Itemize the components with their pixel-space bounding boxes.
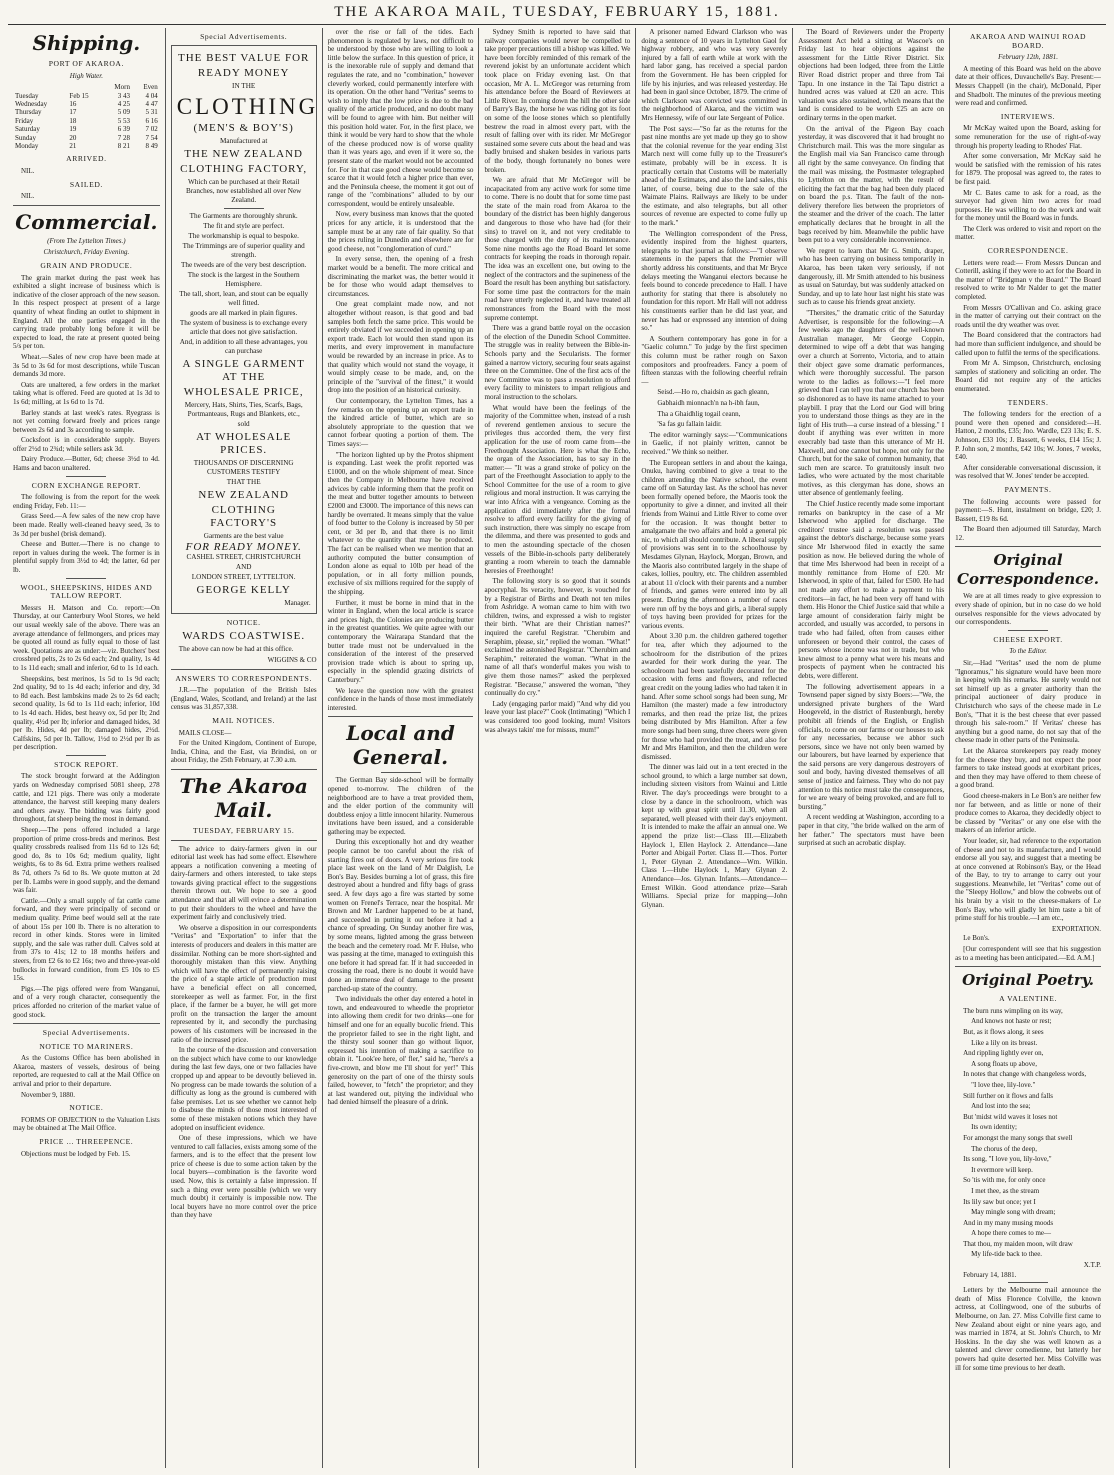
paragraph: Letters by the Melbourne mail announce the death of Miss Florence Colville, the known actress, at Collingwood, one of the suburbs of Melbourne, on Jan. 27. Miss Colville first came to New Zealand about eight or nine years ago, and was married in 1874, at St. John's Church, to Mr Hoskins. In the day she was well known as a talented and clever comedienne, but latterly her powers had quite deserted her. Miss Colville was ill for some time previous to her death.: [955, 1286, 1101, 1372]
ad-line: The Garments are thoroughly shrunk.: [189, 211, 298, 220]
paragraph: Cocksfoot is in considerable supply. Buyers offer 2½d to 2¾d; while sellers ask 3d.: [13, 436, 160, 453]
clothing-advertisement: [171, 45, 317, 614]
ad-line: CLOTHING FACTORY'S: [210, 503, 278, 529]
ad-line: The tall, short, lean, and stout can be equally well fitted.: [179, 289, 309, 307]
poem-line: And rippling lightly ever on,: [963, 1049, 1044, 1058]
poem-line: That thou, my maiden moon, wilt draw: [963, 1239, 1073, 1248]
paragraph: Now, every business man knows that the quoted prices for any article, it is understood that the sample must be at any rate of fair quality. So that the prices ruling in Dunedin and elsewhere are for good cheese, not "conglomeration of curd.": [327, 210, 474, 253]
tenders-heading: TENDERS.: [1007, 397, 1049, 407]
ad-line: The system of business is to exchange every article that does not give satisfaction.: [179, 318, 308, 336]
gaelic-line: 'Sa fas gu fallain laidir.: [657, 420, 722, 429]
special-ads-heading: Special Advertisements.: [42, 1028, 130, 1038]
poem-line: Still further on it flows and falls: [963, 1091, 1053, 1100]
paragraph: Mr McKay waited upon the Board, asking for some remuneration for the use of right-of-way through his property leading to Rhodes' Flat.: [955, 124, 1101, 150]
paragraph: The European settlers in and about the kainga, Onuku, having combined to give a treat to the children attending the Native school, the event came off on Saturday last. As the school has never been formally opened before, the Maoris took the opportunity to give a dinner, and invited all their friends from Wainui and Little River to come over for the occasion. It was thought better to amalgamate the two affairs and hold a general pic nic, to which all should contribute. A liberal supply of provisions was sent in to the schoolhouse by Mesdames Glynan, Haylock, Morgan, Brown, and the Maoris also contributed largely in the shape of cakes, lollies, poultry, etc. The children assembled at about 11 o'clock with their parents and a number of friends, and games were entered into by all present. During the afternoon a number of races were run off by the boys and girls, a liberal supply of toys having been provided for prizes for the various events.: [641, 458, 788, 630]
poem-signature: X.T.P.: [1083, 1261, 1101, 1270]
divider: [328, 716, 474, 717]
paragraph: "Thersites," the dramatic critic of the Saturday Advertiser, is responsible for the following:—A few weeks ago the daughters of the well-known Australian manager, Mr George Coppin, determined to wipe off a debt that was hanging over a church at Sorrento, Victoria, and to attain their object gave some dramatic performances, which were thoroughly successful. The parson wrote to the ladies as follows:—"I feel more grieved than I can tell you that our church has been so dishonored as to have its name attached to your playbill. I pray that the Lord our God will bring you to understand those things as they are in the light of His truth—a curse instead of a blessing." I doubt if anything was ever written in more execrably bad taste than this utterance of Mr H. Maxwell, and one cannot but hope, not only for the Church, but for the sake of common humanity, that such men are scarce. To gratuitously insult two ladies, who were actuated by the most charitable motives, as this clergyman has done, shows an utter absence of gentlemanly feeling.: [798, 309, 945, 498]
arrived-heading: ARRIVED.: [66, 154, 107, 164]
paragraph: Sheepskins, best merinos, 1s 5d to 1s 9d each; 2nd quality, 9d to 1s 4d each; inferior and dry, 3d to 8d each. Best lambskins made 2s to 2s 6d each; second quality, 1s 6d to 1s 11d each; inferior, 10d to 1s 4d each. Hides, best heavy ox, 5d per lb; 2nd quality, 4½d per lb; inferior and damaged hides, 3d per lb. Hides, 4d per lb; damaged hides, 2½d. Calfskins, 5d per lb. Tallow, 1½d to 2½d per lb as per description.: [13, 674, 160, 752]
tide-row: Wednesday 16 4 25 4 47: [15, 100, 158, 108]
poem-line: The chorus of the deep,: [971, 1144, 1038, 1153]
port-heading: PORT OF AKAROA.: [48, 59, 125, 68]
ad-line: The Trimmings are of superior quality and strength.: [182, 241, 305, 259]
gaelic-line: Gabhaidh mionnach'n na h-ibh faun,: [657, 398, 760, 407]
wards-coastwise: WARDS COASTWISE.: [182, 630, 306, 643]
poem-line: And lost into the sea;: [971, 1102, 1031, 1111]
wiggins-signature: WIGGINS & CO: [267, 655, 317, 664]
poem-line: My life-tide back to thee.: [971, 1250, 1043, 1259]
sailed-heading: SAILED.: [69, 179, 103, 189]
paragraph: One great complaint made now, and not altogether without reason, is that good and bad samples both fetch the same price. This would be entirely obviated if we succeeded in opening up an export trade. Each lot would then stand upon its merits, and every improvement in manufacture would be rewarded by an increase in price. As to that quality which would not stand the voyage, it would simply cease to be made, and, on the principle of the "survival of the fittest," it would drop into the position of an historical curiosity.: [327, 300, 474, 395]
paragraph: As the Customs Office has been abolished in Akaroa, masters of vessels, desirous of being reported, are requested to call at the Mail Office on arrival and prior to their departure.: [13, 1054, 160, 1089]
tide-row: Monday 21 8 21 8 49: [15, 142, 158, 151]
paragraph: The following is from the report for the week ending Friday, Feb. 11:—: [13, 493, 160, 510]
masthead-rule: [8, 24, 1106, 25]
paragraph: A prisoner named Edward Clarkson who was doing a sentence of 10 years in Lyttelton Gaol for highway robbery, and who was very severely injured by a fall of earth while at work with the hard labor gang, has received a special pardon from the Government. He has been crippled for life by his injuries, and was released yesterday. He had been in gaol since October, 1879. The crime of which Clarkson was convicted was committed in the neighborhood of Akaroa, and the victim was Mrs Hennessy, wife of our late Sergeant of Police.: [641, 28, 788, 122]
column-4: [478, 28, 635, 1468]
gaelic-line: Seisd.—Ho ro, chaidsin as gach gleann,: [657, 388, 769, 397]
high-water-label: High Water.: [69, 71, 103, 80]
ad-line: IN THE: [232, 81, 256, 90]
paragraph: Two individuals the other day entered a hotel in town, and endeavoured to wheedle the proprietor into allowing them credit for two drinks—one for himself and one for an equally bucolic friend. This the proprietor failed to see in the right light, and the thirsty soul sooner than go without liquor, expressed his intention of making a sacrifice to obtain it. "Look'ee here, ol' fler," said he, "here's a five-crown, and blow me I'll shout for yer!" This generosity on the part of one of the thirsty souls failed, however, to "fetch" the proprietor; and they at last wandered out, pitying the individual who had denied himself the pleasure of a drink.: [327, 995, 474, 1107]
paragraph: The following tenders for the erection of a pound were then opened and considered:—H. Hatton, 2 months, £35; Jno. Wardle, £23 13s; E. S. Johnson, £33 10s; J. Bassett, 6 weeks, £14 15s; J. P. John son, 2 months, £42 10s; W. Jones, 7 weeks, £40.: [955, 410, 1101, 462]
paragraph: Further, it must be borne in mind that in the winter in England, when the local article is scarce and prices high, the Colonies are producing butter in the greatest quantities. We quite agree with our contemporary the Wairarapa Standard that the butter trade must not be undervalued in the consideration of the interest of the preserved provision trade which is about to spring up, especially in the splendid grazing districts of Canterbury.": [327, 598, 474, 684]
divider: [13, 205, 160, 206]
paragraph: Dairy Produce.—Butter, 6d; cheese 3½d to 4d. Hams and bacon unaltered.: [13, 455, 160, 473]
poem-line: Like a lily on its breast.: [971, 1038, 1038, 1047]
mail-close: MAILS CLOSE—: [178, 728, 232, 737]
divider: [171, 769, 317, 770]
arrived-value: NIL.: [21, 167, 35, 176]
ad-line: (MEN'S & BOY'S): [193, 121, 294, 134]
poem-line: "I love thee, lily-love.": [971, 1080, 1036, 1089]
tide-row: Saturday 19 6 39 7 02: [15, 125, 158, 134]
paragraph: Sheep.—The pens offered included a large proportion of prime cross-breds and merinos. Best quality crossbreds realised from 11s 6d to 12s 6d; good do, 8s to 10s 6d; medium quality, light weights, 6s to 8s 6d. Extra prime wethers realised 8s 7d, others 7s 6d to 8s. We quote mutton at 2d per lb. Lambs were in good supply, and the demand was fair.: [13, 826, 160, 895]
paragraph: We are at all times ready to give expression to every shade of opinion, but in no case do we hold ourselves responsible for the views advocated by our correspondents.: [955, 592, 1101, 627]
poem-line: In notes that change with changeless words,: [963, 1070, 1087, 1079]
corn-heading: CORN EXCHANGE REPORT.: [31, 480, 141, 490]
ad-line: THOUSANDS OF DISCERNING CUSTOMERS TESTIFY: [193, 458, 294, 476]
tide-row: Thursday 17 5 09 5 31: [15, 108, 158, 117]
poem-line: I met thee, as the stream: [971, 1186, 1040, 1195]
columns: [8, 28, 1106, 1468]
paragraph: Mr C. Bates came to ask for a road, as the surveyor had given him two acres for road purposes. He was willing to do the work and wait for the money until the Board was in funds.: [955, 188, 1101, 223]
paragraph: During this exceptionally hot and dry weather people cannot be too careful about the risk of starting fires out of doors. A very serious fire took place last week on the land of Mr Dalglish, Le Bon's Bay. Besides burning a lot of grass, this fire destroyed about a hundred and fifty bags of grass seed. A few days ago a fire was started by some women on Frenel's Terrace, near the hospital. Mr Brown and Mr Lardner happened to be at hand, and succeeded in putting it out before it had a chance of spreading. On Sunday another fire was, by some means, lighted among the grass between the beach and the cemetery road. Mr F. Hulse, who was passing at the time, managed to extinguish this one before it had spread far. If it had succeeded in crossing the road, there is no doubt it would have done an immense deal of damage to the present parched-up state of the country.: [327, 838, 474, 993]
paragraph: Cattle.—Only a small supply of fat cattle came forward, and they were principally of second or medium quality. Prime beef would sell at the rate of about 15s per 100 lb. There is no alteration to record in other kinds. Stores were in limited supply, and the sale was rather dull. Calves sold at from 37s to 41s; 12 to 18 months heifers and steers, from £2 6s to £2 16s; two and three-year-old bullocks in forward condition, from £5 10s to £5 15s.: [13, 896, 160, 983]
ad-line: The tweeds are of the very best description.: [181, 260, 307, 269]
to-the-editor: To the Editor.: [1009, 647, 1047, 656]
mariners-heading: NOTICE TO MARINERS.: [39, 1041, 134, 1051]
paragraph: Objections must be lodged by Feb. 15.: [21, 1149, 131, 1158]
paragraph: A meeting of this Board was held on the above date at their offices, Duvauchelle's Bay. Present:—Messrs Chappell (in the chair), McDonald, Piper and Shadbolt. The minutes of the previous meeting were read and confirmed.: [955, 64, 1101, 108]
paragraph: What would have been the feelings of the majority of the Committee when, instead of a rush of reverend gentlemen anxious to secure the privileges thus accorded them, the very first application for the use of room came from—the Freethought Association. Here is what the Echo, the organ of the Association, has to say in the matter:— "It was a grand stroke of policy on the part of the Freethought Association to apply to the School Committee for the use of a room to give religious and moral instruction. It was carrying the war into Africa with a vengeance. Coming as the application did immediately after the formal resolve to afford every facility for the giving of such instruction, there was simply no escape from the dilemma, and there was presented to gods and to men the astounding spectacle of the chosen vessels of the Bible-in-schools party deliberately granting a room wherein to teach the damnable heresies of Freethought!: [484, 403, 631, 575]
divider: [66, 755, 106, 756]
paragraph: The Clerk was ordered to visit and report on the matter.: [955, 224, 1101, 242]
paragraph: The Post says:—"So far as the returns for the past nine months are yet made up they go to show that the colonial revenue for the year ending 31st March next will come fully up to the Treasurer's estimate, probably will be in excess. It is practically certain that Customs will be materially ahead of the Estimates, and also the land sales, this latter, of course, being due to the sale of the Waimate Plains. Railways are likely to be under the estimate, and also telegraphs, but all other sources of revenue are expected to come fully up to the mark.": [641, 124, 788, 228]
column-3: [322, 28, 479, 1468]
commercial-title: Commercial.: [15, 209, 158, 234]
gaelic-line: Tha a Ghaidhlig togail ceann,: [657, 409, 741, 418]
shipping-title: Shipping.: [32, 31, 141, 55]
letter-place: Le Bon's.: [963, 934, 990, 943]
column-1: [8, 28, 165, 1468]
ad-line: THAT THE: [226, 477, 261, 486]
ad-line: THE NEW ZEALAND: [184, 147, 303, 160]
tide-head-even: Even: [143, 83, 158, 92]
ad-line: AND: [235, 563, 252, 572]
masthead: THE AKAROA MAIL, TUESDAY, FEBRUARY 15, 1881.: [334, 4, 780, 20]
poem-line: May mingle song with dream;: [971, 1208, 1056, 1217]
notice-heading: NOTICE.: [226, 617, 261, 627]
ad-line: READY MONEY: [197, 66, 290, 79]
ad-line: And, in addition to all these advantages, you can purchase: [179, 337, 308, 355]
road-board-heading: AKAROA AND WAINUI ROAD BOARD.: [969, 32, 1087, 50]
ad-line: GEORGE KELLY: [196, 584, 291, 597]
grain-heading: GRAIN AND PRODUCE.: [40, 261, 133, 270]
paragraph: Our contemporary, the Lyttelton Times, has a few remarks on the opening up an export trade in the kindred article of butter, which are so absolutely appropriate to the question that we cannot forbear quoting a portion of them. The Times says:—: [327, 396, 474, 448]
paragraph: After some conversation, Mr McKay said he would be satisfied with the remission of his rates for 1879. The proposal was agreed to, the rates to be first paid.: [955, 152, 1101, 186]
paragraph: J.R.—The population of the British Isles (England, Wales, Scotland, and Ireland) at the last census was 31,857,338.: [170, 686, 317, 712]
ad-line: CASHEL STREET, CHRISTCHURCH: [186, 553, 301, 562]
paragraph: The Board considered that the contractors had had more than sufficient indulgence, and should be called upon to fulfil the terms of the specifications.: [955, 331, 1101, 357]
ad-line: Manufactured at: [220, 136, 268, 145]
paper-date: TUESDAY, FEBRUARY 15.: [192, 825, 295, 835]
ad-line: AT WHOLESALE PRICES.: [196, 430, 292, 456]
commercial-source: (From The Lyttelton Times.): [47, 236, 126, 245]
poem-line: A song floats up above,: [971, 1059, 1038, 1068]
paragraph: Barley stands at last week's rates. Ryegrass is not yet coming forward freely and prices range between 2s 6d and 3s according to sample.: [13, 408, 160, 434]
paragraph: There was a grand battle royal on the occasion of the election of the Dunedin School Committee. The struggle was in reality between the Bible-in-Schools party and the Secularists. The former gained a narrow victory, securing four seats against three on the Committee. One of the first acts of the new Committee was to pass a resolution to afford every facility to ministers to impart religious and moral instruction to the scholars.: [484, 324, 631, 401]
paragraph: [Our correspondent will see that his suggestion as to a meeting has been anticipated.—Ed. A.M.]: [955, 945, 1101, 962]
paragraph: Sir,—Had "Veritas" used the nom de plume "Ignoramus," his signature would have been more in keeping with his remarks. He surely would not set himself up as a greater authority than the principal auctioneer of dairy produce in Christchurch who says of the cheese made in Le Bon's, "That it is the best cheese that ever passed through his sale-room." If Veritas' cheese has anything but a good name, do not say that of the cheese made in other parts of the Peninsula.: [955, 659, 1101, 745]
poem-line: Its own identity;: [971, 1123, 1017, 1132]
poem-line: For amongst the many songs that swell: [963, 1133, 1073, 1142]
letter-signature: EXPORTATION.: [1051, 924, 1101, 933]
ad-line: sold: [237, 419, 250, 428]
column-6: [792, 28, 949, 1468]
paragraph: Good cheese-makers in Le Bon's are neither few nor far between, and as little or none of their produce comes to Akaroa, they decidedly object to be classed by "Veritas" or any one else with the makers of an inferior article.: [955, 791, 1101, 835]
paragraph: The following story is so good that it sounds apocryphal. Its veracity, however, is vouched for by a Registrar of Births and Death not ten miles from Ashridge. A woman came to him with two children, twins, and expressed a wish to register their birth. "What are their Christian names?" inquired the careful Registrar. "Cherubim and Seraphim, please, sir," replied the woman. "What!" exclaimed the astonished Registrar. "Cherubim and Seraphim," reiterated the woman. "What in the name of all that's wonderful makes you wish to give them those names?" asked the perplexed Registrar. "Because," answered the woman, "they continually do cry.": [484, 577, 631, 698]
correspondence-heading: CORRESPONDENCE.: [987, 246, 1069, 256]
paragraph: Pigs.—The pigs offered were from Wanganui, and of a very rough character, consequently the prices afforded no criterion of the market value of good stock.: [13, 984, 160, 1019]
column-2: [165, 28, 322, 1468]
paragraph: From Mr A. Simpson, Christchurch, enclosing samples of stationery and soliciting an order. The Board did not require any of the articles enumerated.: [955, 359, 1101, 393]
paragraph: For the United Kingdom, Continent of Europe, India, China, and the East, via Brindisi, on or about Friday, the 25th February, at 7.30 a.m.: [170, 739, 317, 765]
ad-line: THE BEST VALUE FOR: [177, 51, 310, 64]
ad-line: Which can be purchased at their Retail Branches, now established all over New Zealand.: [185, 177, 302, 204]
paragraph: The stock brought forward at the Addington yards on Wednesday comprised 5081 sheep, 278 cattle, and 121 pigs. There was only a moderate attendance, the harvest still keeping many dealers and others away. The bidding was fairly good throughout, fat sheep being the most in demand.: [13, 772, 160, 824]
divider: [224, 208, 264, 209]
paragraph: Your leader, sir, had reference to the exportation of cheese and not to its manufacture, and I would endorse all you say, and suggest that a meeting be at once convened at Robinson's Bay, or the Head of the Bay, to try to arrange to carry out your suggestions. Meanwhile, let "Veritas" come out of the "Sleepy Hollow," and blow the cobwebs out of his brain by a visit to the cheese-makers of Le Bon's Bay, who will gladly let him taste a bit of prime stuff for his trouble.—I am etc.,: [955, 836, 1101, 923]
column-5: [635, 28, 792, 1468]
poem-line: A hope there comes to me—: [971, 1229, 1052, 1238]
price-heading: PRICE ... THREEPENCE.: [39, 1137, 134, 1147]
tide-row: Sunday 20 7 28 7 54: [15, 133, 158, 142]
original-poetry-title: Original Poetry.: [962, 971, 1094, 990]
paragraph: We observe a disposition in our correspondents "Veritas" and "Exportation" to infer that the interests of producers and dealers in this matter are dissimilar. Nothing can be more short-sighted and thoroughly mistaken than this view. Anything which will have the effect of permanently raising the price of a staple article of production must have a beneficial effect on all concerned, storekeeper as well as farmer. For, in the first place, if the farmer be a buyer, he will get more profit on the transaction the larger the amount represented by it, and secondly the purchasing powers of his customers will be increased in the ratio of the increased price.: [170, 923, 317, 1044]
poem-date: February 14, 1881.: [963, 1270, 1017, 1279]
special-ads-heading: Special Advertisements.: [200, 32, 288, 41]
ad-line: The fit and style are perfect.: [203, 221, 285, 230]
mariners-date: November 9, 1880.: [21, 1090, 76, 1099]
tide-row: Tuesday Feb 15 3 43 4 04: [15, 91, 158, 100]
ad-line: CLOTHING FACTORY,: [180, 162, 308, 175]
paragraph: Cheese and Butter.—There is no change to report in values during the week. The former is in plentiful supply from 3½d to 4d; the latter, 6d per lb.: [13, 540, 160, 574]
ad-line: goods are all marked in plain figures.: [190, 308, 298, 317]
paragraph: "The horizon lighted up by the Protos shipment is expanding. Last week the profit reported was £1000, and on the whole shipment of meat. Since then the Company in Melbourne have received advices by cable informing them that the profit on the meat and butter together amounts to between £2000 and £3000. The importance of this news can hardly be overrated. It means simply that the value of food butter to the Colony is increased by 50 per cent, or 3d per lb, and that there is no limit whatever to the quantity that may be produced. The fact can be realised when we mention that an authority computed the butter consumption of London alone as equal to 10lb per head of the population, or in all forty million pounds, exclusive of six millions required for the supply of the shipping.: [327, 450, 474, 596]
paragraph: From Messrs O'Callivan and Co. asking grace in the matter of carrying out their contract on the roads until the dry weather was over.: [955, 303, 1101, 329]
poem-line: Its song, "I love you, lily-love,": [963, 1155, 1052, 1164]
paragraph: We regret to learn that Mr G. Smith, draper, who has been carrying on business temporarily in Akaroa, has been taken very seriously, if not dangerously, ill. Mr Smith attended to his business as usual on Saturday, but was suddenly attacked on Sunday, and up to late hour last night his state was such as to cause his friends great anxiety.: [798, 246, 945, 307]
paragraph: One of these impressions, which we have ventured to call fallacies, exists among some of the farmers, and is to the effect that the present low price of cheese is due to some action taken by the local buyers—combination is the favorite word used. Now, this is certainly a false impression. If such a thing ever were possible (which we very much doubt) it certainly is impossible now. The local buyers have no more control over the price than they have: [170, 1134, 317, 1220]
ad-line: FOR READY MONEY.: [185, 540, 302, 553]
valentine-heading: A VALENTINE.: [999, 994, 1058, 1004]
paragraph: Let the Akaroa storekeepers pay ready money for the cheese they buy, and not expect the poor farmers to take instead goods at exorbitant prices, and then they may have offered to them cheese of a good brand.: [955, 746, 1101, 790]
stock-heading: STOCK REPORT.: [54, 759, 119, 769]
ad-line: LONDON STREET, LYTTELTON.: [191, 573, 296, 582]
mail-heading: MAIL NOTICES.: [212, 715, 276, 725]
column-7: [949, 28, 1106, 1468]
poem-line: And knows not haste or rest;: [971, 1017, 1052, 1026]
commercial-dateline: Christchurch, Friday Evening.: [43, 248, 130, 257]
interviews-heading: INTERVIEWS.: [1000, 111, 1056, 121]
paragraph: Grass Seed.—A few sales of the new crop have been made. Really well-cleaned heavy seed, 3s to 3s 3d per bushel (brisk demand).: [13, 512, 160, 538]
sailed-value: NIL.: [21, 192, 35, 201]
paragraph: Lady (engaging parlor maid) "And why did you leave your last place?" Cook (Intimating) "Which I was considered too good looking, mum! Visitors was always takin' me for missus, mum!": [484, 699, 631, 734]
paper-title: The Akaroa Mail.: [179, 773, 308, 822]
ad-line: WHOLESALE PRICE,: [183, 385, 304, 398]
paragraph: The German Bay side-school will be formally opened to-morrow. The children of the neighborhood are to have a treat provided them, and the elder portion of the community will doubtless enjoy a little innocent hilarity. Numerous invitations have been issued, and a considerable gathering may be expected.: [327, 776, 474, 836]
poem-line: But 'midst wild waves it loses not: [963, 1112, 1058, 1121]
paragraph: Oats are unaltered, a few orders in the market taking what is offered. Feed are quoted at 1s 3d to 1s 6d; milling, at 1s 6d to 1s 7d.: [13, 380, 160, 406]
paragraph: over the rise or fall of the tides. Each phenomenon is regulated by laws, not difficult to be understood by those who are willing to look a little below the surface. In this question of price, it is the inexorable rule of supply and demand that regulates the rate, and no "combination," however cleverly worked, could permanently interfere with its operation. On the other hand "Veritas" seems to wish to imply that the low price is due to the bad quality of the article produced, and no doubt many will be found to agree with him. But neither will this position hold water. For, in the first place, we think it would be very hard to show that the whole of the cheese produced now is of worse quality than it was years ago, and even if it were so, the present state of the market would not be accounted for. For in that case good cheese would become so scarce that it would fetch a higher price than ever, and the Peninsula cheese, the moment it got out of range of the "combinations" alluded to by our correspondent, would be entirely unsaleable.: [327, 28, 474, 208]
tide-table: [13, 83, 160, 150]
ad-line: Mercery, Hats, Shirts, Ties, Scarfs, Bags, Portmanteaus, Rugs and Blankets, etc.,: [184, 400, 303, 418]
ad-line: The workmanship is equal to bespoke.: [188, 231, 299, 240]
ad-line: The stock is the largest in the Southern Hemisphere.: [187, 270, 300, 288]
local-general-title: Local and General.: [346, 721, 455, 770]
divider: [1008, 1282, 1048, 1283]
ad-line: NEW ZEALAND: [198, 488, 289, 501]
payments-heading: PAYMENTS.: [1004, 484, 1052, 494]
cheese-export-heading: CHEESE EXPORT.: [993, 634, 1063, 644]
poem-line: It evermore will keep.: [971, 1165, 1033, 1174]
paragraph: A Southern contemporary has gone in for a "Gaelic column." To judge by the first specimen this column must be rather rough on Saxon compositors and proofreaders. Fancy a poem of fifteen stanzas with the following cheerful refrain—: [641, 334, 788, 386]
original-correspondence-title: Original Correspondence.: [957, 551, 1100, 589]
divider: [171, 840, 317, 841]
paragraph: The Board then adjourned till Saturday, March 12.: [955, 525, 1101, 542]
paragraph: Letters were read:— From Messrs Duncan and Cotterill, asking if they were to act for the Board in the matter of "Bridgman v the Board." The Board resolved to write to Mr Nalder to get the matter completed.: [955, 258, 1101, 302]
paragraph: On the arrival of the Pigeon Bay coach yesterday, it was discovered that it had brought no Christchurch mail. This was the more singular as the English mail via San Francisco came through all right by the same conveyance. On finding that the mail was missing, the Postmaster telegraphed to Lyttelton on the matter, with the result of eliciting the fact that the bag had been duly placed on board the p.s. Titan. The fault of the non-delivery therefore lies between the proprietors of the steamer and the driver of the coach. The latter emphatically declares that he brought in all the bags received by him. Meanwhile the public have been put to a very considerable inconvenience.: [798, 124, 945, 245]
paragraph: Messrs H. Matson and Co. report:—On Thursday, at our Canterbury Wool Stores, we held our usual weekly sale of the above. There was an average attendance of fellmongers, and prices may be quoted all round as fully equal to those of last week. Quotations are as under:—viz. Butchers' best crossbred pelts, 2s to 2s 6d each; 2nd quality, 1s 4d to 1s 11d each; small and inferior, 6d to 1s 1d each.: [13, 603, 160, 672]
paragraph: The following accounts were passed for payment:—S. Hunt, instalment on bridge, £20; J. Bassett, £19 8s 6d.: [955, 497, 1101, 523]
divider: [381, 772, 421, 773]
ad-line: A SINGLE GARMENT AT THE: [182, 357, 305, 383]
paragraph: In the course of the discussion and conversation on the subject which have come to our knowledge during the last few days, one or two fallacies have cropped up and appear to be devoutly believed in. No progress can be made towards the solution of a difficulty as long as the ground is cumbered with false premises. Let us see whether we cannot help to disabuse the minds of those most interested of some of these mistaken notions which they have adopted on insufficient evidence.: [170, 1046, 317, 1132]
wool-heading: WOOL, SHEEPSKINS, HIDES AND TALLOW REPORT.: [20, 582, 153, 601]
ad-clothing-headline: CLOTHING: [176, 93, 319, 119]
paragraph: The Wellington correspondent of the Press, evidently inspired from the highest quarters, telegraphs to that journal as follows:—"I observe statements in the papers that the Premier will shortly address his constituents, and that Mr Bryce delays meeting the Wanganui electors because he feels bound to concede precedence to Hall. I have authority for stating that there is absolutely no foundation for this report. Mr Hall will not address his constituents earlier than he did last year, and never has had or expressed any intention of doing so.": [641, 229, 788, 333]
paragraph: We are afraid that Mr McGregor will be incapacitated from any active work for some time to come. There is no doubt that for some time past the state of the main road from Akaroa to the boundary of the district has been highly dangerous and dangerous to those who have had (for their sins) to travel on it, and not very creditable to those charged with the duty of its maintenance. Some nine months ago the Road Board let some contracts for keeping the roads in thorough repair. The idea was an excellent one, but owing to the neglect of the contractors and the supineness of the Board the result has been anything but satisfactory. For some time past the contractors for the main road have utterly neglected it, and have treated all remonstrances from the Board with the most supreme contempt.: [484, 176, 631, 322]
divider: [955, 546, 1101, 547]
ad-line: Garments are the best value: [203, 531, 284, 540]
divider: [66, 476, 106, 477]
paragraph: A recent wedding at Washington, according to a paper in that city, "the bride walked on the arm of her father." The spectators must have been surprised at such an acrobatic display.: [798, 813, 945, 848]
poem-line: And in my many musing moods: [963, 1218, 1054, 1227]
tide-row: Friday 18 5 53 6 16: [15, 116, 158, 125]
poem-line: So 'tis with me, for only once: [963, 1176, 1046, 1185]
divider: [66, 578, 106, 579]
paragraph: The Board of Reviewers under the Property Assessment Act held a sitting at Wascoe's on Friday last to hear objections against the assessment for the Little River District. Six objections had been lodged, three from the Little River Road district proper and three from Tai Tapu. In one instance in the Tai Tapu district a hundred acres was valued at £20 an acre. This valuation was also sustained, which means that the land is considered to be worth £25 an acre on ordinary terms in the open market.: [798, 28, 945, 122]
poem-line: But, as it flows along, it sees: [963, 1028, 1044, 1036]
paragraph: The dinner was laid out in a tent erected in the school ground, to which a large number sat down, including sixteen visitors from Wainui and Little River. The day's proceedings were brought to a close by a dance in the schoolroom, which was kept up with great spirit until 11.30, when all separated, well pleased with their day's enjoyment. It is intended to make the affair an annual one. We append the prize list:—Class III.—Elizabeth Haylock 1, Ellen Haylock 2. Attendance—Jane Porter and Abigail Porter. Class II.—Thos. Porter 1, Peter Glynan 2. Attendance—Wm. Wilkin. Class I.—Hube Haylock 1, Mary Glynan 2. Attendance—Jos. Glynan. Infants.—Attendance—Ernest Wilkin. Good attendance prize—Sarah Williams. Special prize for mapping—John Glynan.: [641, 763, 788, 909]
answers-heading: ANSWERS TO CORRESPONDENTS.: [175, 673, 312, 683]
paragraph: About 3.30 p.m. the children gathered together for tea, after which they adjourned to the schoolroom for the distribution of the prizes awarded for their work during the year. The schoolroom had been tastefully decorated for the occasion with ferns and flowers, and reflected great credit on the young ladies who had taken it in hand. After some school songs had been sung, Mr Hamilton (the master) made a few introductory remarks, and then read the prize list, the prizes being distributed by Mrs Hamilton. After a few more songs had been sung, three cheers were given for those who had provided the treat, and also for Mr and Mrs Hamilton, and then the children were dismissed.: [641, 632, 788, 761]
road-board-date: February 12th, 1881.: [998, 53, 1058, 62]
divider: [171, 669, 317, 670]
paragraph: After considerable conversational discussion, it was resolved that W. Jones' tender be accepted.: [955, 463, 1101, 481]
paragraph: The editor warningly says:—"Communications in Gaelic, if not plainly written, cannot be received." We think so neither.: [641, 430, 788, 456]
poem-line: Its lily saw but once; yet I: [963, 1197, 1036, 1206]
paragraph: The Chief Justice recently made some important remarks on bankruptcy in the case of a Mr Isherwood who applied for discharge. The creditors' trustee said a resolution was passed against the debtor's discharge, because some years since Mr Isherwood filed in exactly the same position as now. He believed during the whole of that time Mrs Isherwood had been in receipt of a monthly remittance from Home of £20. Mr Isherwood, in spite of that, failed for £500. He had not made any effort to make a payment to his creditors—in fact, he had been very off hand with them. His Honor the Chief Justice said that while a large amount of consideration fairly might be accorded, and usually was accorded, to persons in trade who had failed, often from causes either unforeseen or beyond their control, the cases of persons whose income was not in trade, but who knew almost to a penny what were his means and prospects of payment when he contracted his debts, were different.: [798, 500, 945, 680]
paragraph: The grain market during the past week has exhibited a slight increase of business which is indicative of the closer approach of the new season. In this respect prospect at present of a large quantity of wheat finding an outlet to shipment in England. All the one parties engaged in the carrying trade probably long before it will be expected to load, the rate at present quoted being 5/s per ton.: [13, 273, 160, 351]
tide-head-morn: Morn: [114, 83, 130, 92]
paragraph: The following advertisement appears in a Townsend paper signed by sixty Boers:—"We, the undersigned private burghers of the Ward Hoogeveld, in the district of Rustenburgh, hereby prohibit all friends of the English, or English officials, to come on our farms or our houses to ask for any necessaries, because we abhor such persons, since we have not only been warned by our labourers, but have learned by experience that the said persons are very dangerous destroyers of soul and body, having divested themselves of all sense of justice and fairness. They who do not pay attention to this notice must take the consequences, for we are weary of being provoked, and are full to bursting.": [798, 682, 945, 811]
paragraph: The above can now be had at this office.: [178, 645, 294, 654]
ad-manager: Manager.: [284, 599, 311, 608]
paragraph: Wheat.—Sales of new crop have been made at 3s 5d to 3s 6d for most descriptions, while Tuscan demands 3d more.: [13, 352, 160, 379]
paragraph: FORMS OF OBJECTION to the Valuation Lists may be obtained at The Mail Office.: [13, 1115, 160, 1133]
poem-line: The burn runs wimpling on its way,: [963, 1006, 1063, 1015]
paragraph: We leave the question now with the greatest confidence in the hands of those most immediately interested.: [327, 686, 474, 712]
divider: [1008, 630, 1048, 631]
paragraph: The advice to dairy-farmers given in our editorial last week has had some effect. Elsewhere appears a notification convening a meeting of dairy-farmers and others interested, to take steps towards giving practical effect to the suggestions therein thrown out. We hope to see a good attendance and that all will evince a determination to put their shoulders to the wheel and have the experiment fairly and conclusively tried.: [170, 844, 317, 922]
notice-heading: NOTICE.: [69, 1103, 104, 1113]
paragraph: In every sense, then, the opening of a fresh market would be a benefit. The more critical and discriminating the market was, the better would it be for those who would adapt themselves to circumstances.: [327, 255, 474, 298]
divider: [955, 966, 1101, 967]
divider: [13, 1023, 160, 1024]
paragraph: Sydney Smith is reported to have said that railway companies would never be compelled to take proper precautions till a bishop was killed. We have been forcibly reminded of this remark of the reverend jokist by an unfortunate accident which took place on Friday evening last. On that occasion, Mr A. L. McGregor was returning from his attendance before the Board of Reviewers at Little River. In coming down the hill the other side of Barry's Bay, the horse he was riding got its foot on some of the loose stones which so plentifully bestrew the road in almost every part, with the result of falling over with its rider. Mr McGregor sustained some severe cuts about the head and was badly bruised and shaken besides in various parts of the body, though fortunately no bones were broken.: [484, 28, 631, 174]
